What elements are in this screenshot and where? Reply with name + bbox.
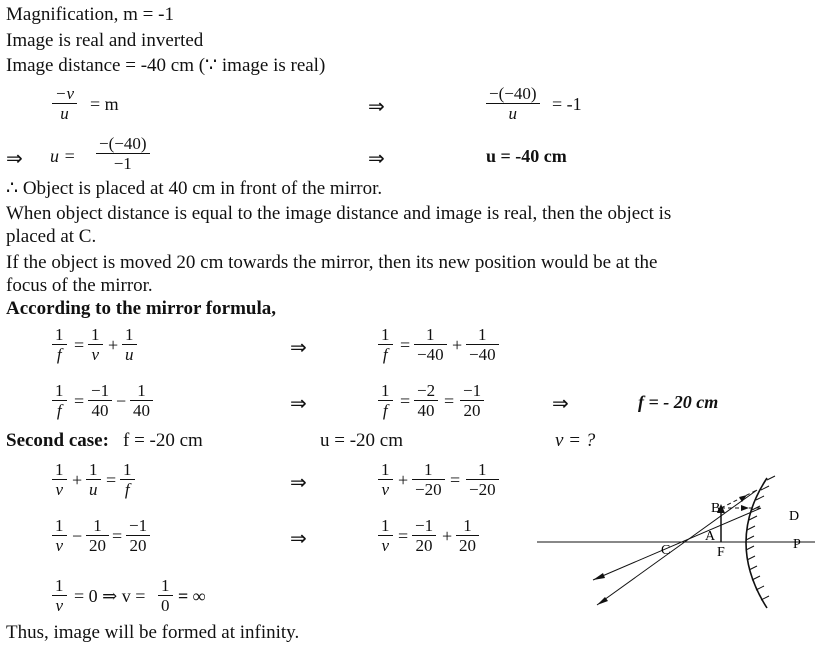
frac-1-over-neg40: 1 −40 [466,325,499,364]
label-P: P [793,537,801,552]
second-case-v: v = ? [555,430,596,451]
equals-sign: = [400,391,411,411]
frac-1-over-v: 1 v [378,460,393,499]
image-nature-line: Image is real and inverted [6,30,204,51]
frac-1-over-f: 1 f [378,381,393,420]
moved-object-line-2: focus of the mirror. [6,275,153,296]
frac-1-over-v: 1 v [52,576,67,615]
second-case-label: Second case: [6,430,109,451]
frac-neg1-over-20: −1 20 [460,381,484,420]
zero-implies-v: = 0 ⇒ v = [74,586,146,606]
frac-1-over-v: 1 v [52,516,67,555]
implies-arrow: ⇒ [290,391,307,415]
ray-to-top [721,490,757,508]
frac-1-over-f: 1 f [378,325,393,364]
second-case-f: f = -20 cm [123,430,203,451]
label-C: C [661,543,671,558]
frac-neg2-over-40: −2 40 [414,381,438,420]
equals-sign: = [74,335,85,355]
frac-1-over-v: 1 v [88,325,103,364]
second-case-u: u = -20 cm [320,430,404,451]
label-F: F [717,545,725,560]
implies-arrow: ⇒ [290,335,307,359]
equals-sign: = [400,335,411,355]
equals-sign: = [74,391,85,411]
equals-infinity: = ∞ [178,586,206,606]
minus-sign: − [72,526,83,546]
frac-1-over-u: 1 u [122,325,137,364]
plus-sign: + [442,526,453,546]
object-at-c-line-2: placed at C. [6,226,97,247]
u-equals: u = [50,146,76,166]
frac-neg40-over-neg1: −(−40) −1 [96,134,150,173]
frac-neg1-over-40: −1 40 [88,381,112,420]
frac-1-over-40: 1 40 [130,381,153,420]
frac-1-over-neg40: 1 −40 [414,325,447,364]
conclusion-line: Thus, image will be formed at infinity. [6,622,300,643]
equals-sign: = [398,526,409,546]
f-result: f = - 20 cm [638,392,719,412]
frac-1-over-20: 1 20 [456,516,479,555]
ray-diagram [535,470,825,620]
reflected-ray-1 [593,508,761,580]
mirror-formula-heading: According to the mirror formula, [6,298,276,319]
frac-neg40-over-u: −(−40) u [486,84,540,123]
moved-object-line-1: If the object is moved 20 cm towards the mirror, then its new position would be at the [6,252,658,273]
implies-arrow: ⇒ [290,526,307,550]
plus-sign: + [72,470,83,490]
plus-sign: + [398,470,409,490]
image-distance-line: Image distance = -40 cm (∵ image is real) [6,55,326,76]
implies-arrow: ⇒ [368,146,385,170]
frac-1-over-0: 1 0 [158,576,173,615]
equals-sign: = [444,391,455,411]
plus-sign: + [452,335,463,355]
object-at-c-line-1: When object distance is equal to the image distance and image is real, then the object is [6,203,672,224]
frac-1-over-f: 1 f [52,325,67,364]
frac-neg-v-over-u: −v u [52,84,77,123]
frac-neg1-over-20: −1 20 [412,516,436,555]
equals-m: = m [90,94,119,114]
minus-sign: − [116,391,127,411]
frac-1-over-20: 1 20 [86,516,109,555]
implies-arrow: ⇒ [290,470,307,494]
u-result: u = -40 cm [486,146,567,166]
implies-arrow: ⇒ [6,146,23,170]
concave-mirror [746,478,767,608]
object-position-line: ∴ Object is placed at 40 cm in front of the mirror. [6,178,383,199]
frac-neg1-over-20: −1 20 [126,516,150,555]
frac-1-over-f: 1 f [52,381,67,420]
implies-arrow: ⇒ [368,94,385,118]
equals-neg1: = -1 [552,94,582,114]
frac-1-over-neg20: 1 −20 [412,460,445,499]
magnification-line: Magnification, m = -1 [6,4,174,25]
frac-1-over-u: 1 u [86,460,101,499]
equals-sign: = [112,526,123,546]
plus-sign: + [108,335,119,355]
frac-1-over-f: 1 f [120,460,135,499]
implies-arrow: ⇒ [552,391,569,415]
equals-sign: = [450,470,461,490]
frac-1-over-v: 1 v [378,516,393,555]
reflected-ray-2 [597,490,757,605]
frac-1-over-v: 1 v [52,460,67,499]
label-B: B [711,501,721,516]
frac-1-over-neg20: 1 −20 [466,460,499,499]
label-D: D [789,509,800,524]
label-A: A [705,529,716,544]
equals-sign: = [106,470,117,490]
